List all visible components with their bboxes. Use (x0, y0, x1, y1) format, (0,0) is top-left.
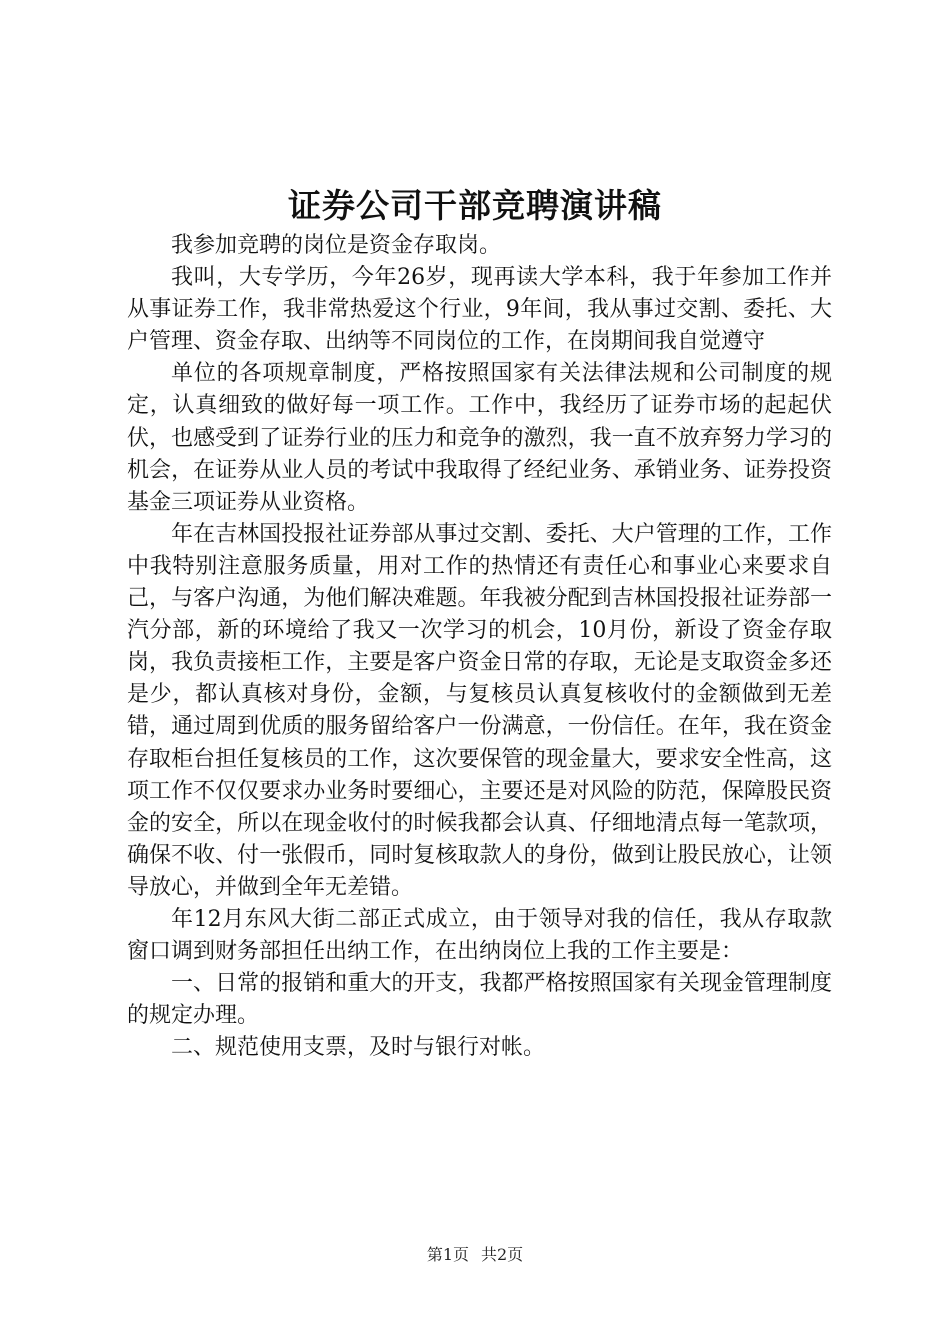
page-footer (0, 1243, 950, 1267)
page-total: 共2页 (481, 1245, 524, 1264)
paragraph: 年12月东风大街二部正式成立，由于领导对我的信任，我从存取款窗口调到财务部担任出纳工作，在出纳岗位上我的工作主要是： (127, 906, 832, 965)
paragraph: 二、规范使用支票，及时与银行对帐。 (171, 1035, 546, 1061)
paragraph: 年在吉林国投报社证券部从事过交割、委托、大户管理的工作，工作中我特别注意服务质量，用对工作的热情还有责任心和事业心来要求自己，与客户沟通，为他们解决难题。年我被分配到吉林国投报社证券部一汽分部，新的环境给了我又一次学习的机会，10月份，新设了资金存取岗，我负责接柜工作，主要是客户资金日常的存取，无论是支取资金多还是少，都认真核对身份，金额，与复核员认真复核收付的金额做到无差错，通过周到优质的服务留给客户一份满意，一份信任。在年，我在资金存取柜台担任复核员的工作，这次要保管的现金量大，要求安全性高，这项工作不仅仅要求办业务时要细心，主要还是对风险的防范，保障股民资金的安全，所以在现金收付的时候我都会认真、仔细地清点每一笔款项，确保不收、付一张假币，同时复核取款人的身份，做到让股民放心，让领导放心，并做到全年无差错。 (127, 521, 832, 900)
paragraph: 我参加竞聘的岗位是资金存取岗。 (171, 233, 502, 258)
document-title: 证券公司干部竞聘演讲稿 (288, 186, 662, 225)
page-number: 第1页 (426, 1245, 469, 1264)
paragraph: 单位的各项规章制度，严格按照国家有关法律法规和公司制度的规定，认真细致的做好每一项工作。工作中，我经历了证券市场的起起伏伏，也感受到了证券行业的压力和竞争的激烈，我一直不放弃努力学习的机会，在证券从业人员的考试中我取得了经纪业务、承销业务、证券投资基金三项证券从业资格。 (127, 361, 832, 515)
paragraph: 一、日常的报销和重大的开支，我都严格按照国家有关现金管理制度的规定办理。 (127, 971, 832, 1029)
document-body (127, 230, 832, 1064)
paragraph: 我叫，大专学历，今年26岁，现再读大学本科，我于年参加工作并从事证券工作，我非常热爱这个行业，9年间，我从事过交割、委托、大户管理、资金存取、出纳等不同岗位的工作，在岗期间我自觉遵守 (127, 265, 832, 355)
